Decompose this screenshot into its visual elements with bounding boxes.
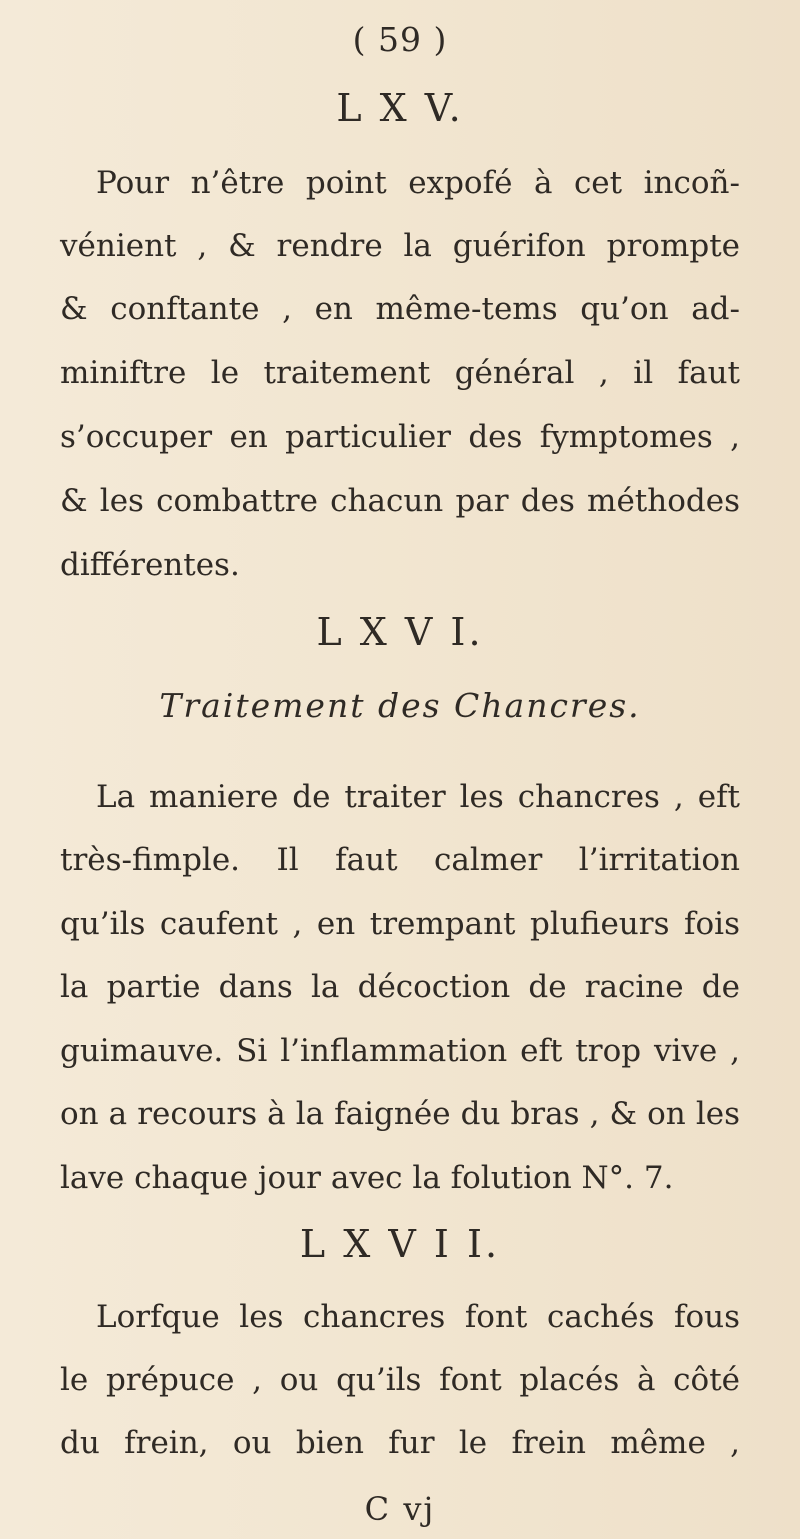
text-line: le prépuce , ou qu’ils font placés à côté	[60, 1362, 740, 1398]
section-numeral-lxvi: L X V I.	[316, 610, 484, 654]
text-line: Lorfque les chancres font cachés fous	[96, 1299, 740, 1335]
text-line: miniftre le traitement général , il faut	[60, 355, 740, 391]
section-title: Traitement des Chancres.	[159, 686, 641, 725]
text-line: & conftante , en même-tems qu’on ad-	[60, 291, 740, 327]
text-line: très-fimple. Il faut calmer l’irritation	[60, 842, 740, 878]
text-line: qu’ils caufent , en trempant plufieurs fois	[60, 906, 740, 942]
text-line: Pour n’être point expofé à cet incoñ-	[96, 165, 740, 201]
page-number: ( 59 )	[352, 20, 448, 59]
text-line: du frein, ou bien fur le frein même ,	[60, 1425, 740, 1461]
text-line: s’occuper en particulier des fymptomes ,	[60, 419, 740, 455]
section-numeral-lxvii: L X V I I.	[299, 1222, 501, 1266]
text-line: différentes.	[60, 547, 240, 583]
text-line: lave chaque jour avec la folution N°. 7.	[60, 1160, 674, 1196]
text-line: & les combattre chacun par des méthodes	[60, 483, 740, 519]
text-line: vénient , & rendre la guérifon prompte	[60, 228, 740, 264]
section-numeral-lxv: L X V.	[336, 86, 464, 130]
text-line: La maniere de traiter les chancres , eft	[96, 779, 740, 815]
text-line: on a recours à la faignée du bras , & on les	[60, 1096, 740, 1132]
text-line: la partie dans la décoction de racine de	[60, 969, 740, 1005]
signature-mark: C vj	[364, 1490, 436, 1528]
text-line: guimauve. Si l’inflammation eft trop vive ,	[60, 1033, 740, 1069]
